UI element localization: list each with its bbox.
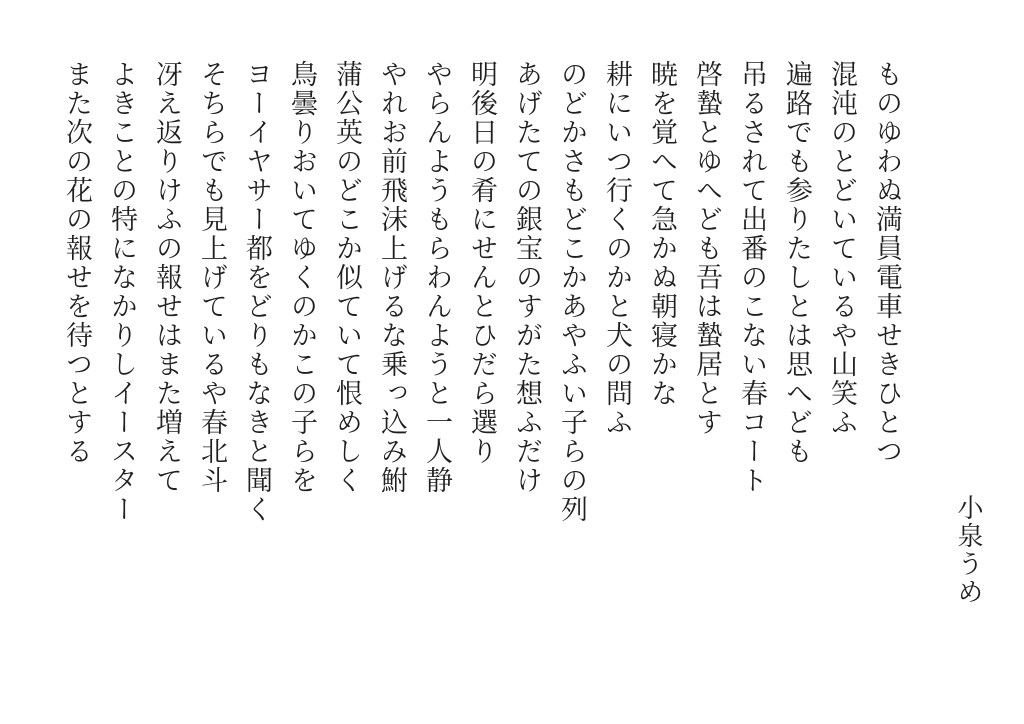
poem-line: ヨーイヤサー都をどりもなきと聞く <box>242 60 272 524</box>
poem-line: やれお前飛沫上げるな乗っ込み鮒 <box>377 60 407 495</box>
poem-line: 啓蟄とゆへども吾は蟄居とす <box>692 60 722 437</box>
poem-line: 鳥曇りおいてゆくのかこの子らを <box>287 60 317 495</box>
poem-line: やらんようもらわんようと一人静 <box>422 60 452 495</box>
poem-line: そちらでも見上げているや春北斗 <box>197 60 227 495</box>
poem-line: よきことの特になかりしイースター <box>107 60 137 524</box>
poem-list <box>54 60 909 700</box>
poem-line: 混沌のとどいているや山笑ふ <box>827 60 857 437</box>
poem-line: あげたての銀宝のすがた想ふだけ <box>512 60 542 495</box>
poem-line: 吊るされて出番のこない春コート <box>737 60 767 495</box>
poem-line: のどかさもどこかあやふい子らの列 <box>557 60 587 524</box>
poem-line: また次の花の報せを待つとする <box>62 60 92 466</box>
poem-line: 暁を覚へて急かぬ朝寝かな <box>647 60 677 408</box>
poem-line: 冴え返りけふの報せはまた増えて <box>152 60 182 495</box>
poem-line: 蒲公英のどこか似ていて恨めしく <box>332 60 362 495</box>
poem-line: 明後日の肴にせんとひだら選り <box>467 60 497 466</box>
poem-line: 遍路でも参りたしとは思へども <box>782 60 812 466</box>
author-name: 小泉うめ <box>954 494 983 606</box>
poem-line: ものゆわぬ満員電車せきひとつ <box>872 60 902 466</box>
poem-line: 耕にいつ行くのかと犬の問ふ <box>602 60 632 437</box>
